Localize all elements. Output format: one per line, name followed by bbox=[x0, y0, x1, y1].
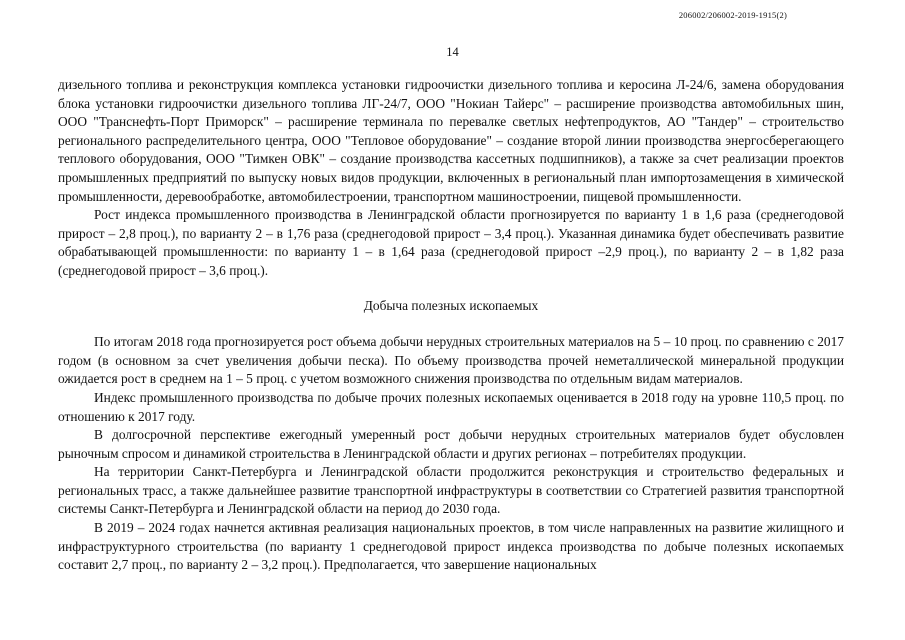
paragraph-long-term: В долгосрочной перспективе ежегодный умеренный рост добычи нерудных строительных материалов будет обусловлен рыночным спросом и динамикой строительства в Ленинградской области и других регионах – потребителях продукции. bbox=[58, 427, 844, 461]
paragraph-infrastructure: На территории Санкт-Петербурга и Ленинградской области продолжится реконструкция и строительство федеральных и региональных трасс, а также дальнейшее развитие транспортной инфраструктуры в соответствии со Стратегией развития транспортной системы Санкт-Петербурга и Ленинградской области на период до 2030 года. bbox=[58, 464, 844, 517]
page-number: 14 bbox=[446, 45, 459, 59]
paragraph-national-projects: В 2019 – 2024 годах начнется активная реализация национальных проектов, в том числе направленных на развитие жилищного и инфраструктурного строительства (по варианту 1 среднегодовой прирост индекса производства по добыче полезных ископаемых составит 2,7 проц., по варианту 2 – 3,2 проц.). Предполагается, что завершение национальных bbox=[58, 520, 844, 573]
document-number: 206002/206002-2019-1915(2) bbox=[678, 10, 787, 20]
paragraph-mining-index: Индекс промышленного производства по добыче прочих полезных ископаемых оценивается в 2018 году на уровне 110,5 проц. по отношению к 2017 году. bbox=[58, 389, 844, 424]
section-heading: Добыча полезных ископаемых bbox=[363, 297, 539, 313]
paragraph-continuation: дизельного топлива и реконструкция комплекса установки гидроочистки дизельного топлива и керосина Л-24/6, замена оборудования блока установки гидроочистки дизельного топлива ЛГ-24/7, ООО "Нокиан Тайерс" – расширение производства автомобильных шин, ООО "Транснефть-Порт Приморск" – расширение терминала по перевалке светлых нефтепродуктов, АО "Тандер" – строительство регионального распределительного центра, ООО "Тепловое оборудование" – создание второй линии производства энергосберегающего теплового оборудования, ООО "Тимкен ОВК" – создание производства кассетных подшипников), а также за счет реализации проектов промышленных предприятий по выпуску новых видов продукции, включенных в региональный план импортозамещения в химической промышленности, деревообработке, автомобилестроении, транспортном машиностроении, пищевой промышленности. bbox=[58, 77, 844, 204]
paragraph-2018-forecast: По итогам 2018 года прогнозируется рост объема добычи нерудных строительных материалов на 5 – 10 проц. по сравнению с 2017 годом (в основном за счет увеличения добычи песка). По объему производства прочей неметаллической минеральной продукции ожидается рост в среднем на 1 – 5 проц. с учетом возможного снижения производства по отдельным видам материалов. bbox=[58, 334, 844, 387]
document-body bbox=[58, 76, 844, 575]
paragraph-industrial-index: Рост индекса промышленного производства в Ленинградской области прогнозируется по варианту 1 в 1,6 раза (среднегодовой прирост – 2,8 проц.), по варианту 2 – в 1,76 раза (среднегодовой прирост – 3,4 проц.). Указанная динамика будет обеспечивать развитие обрабатывающей промышленности: по варианту 1 – в 1,64 раза (среднегодовой прирост –2,9 проц.), по варианту 2 – в 1,82 раза (среднегодовой прирост – 3,6 проц.). bbox=[58, 207, 844, 278]
